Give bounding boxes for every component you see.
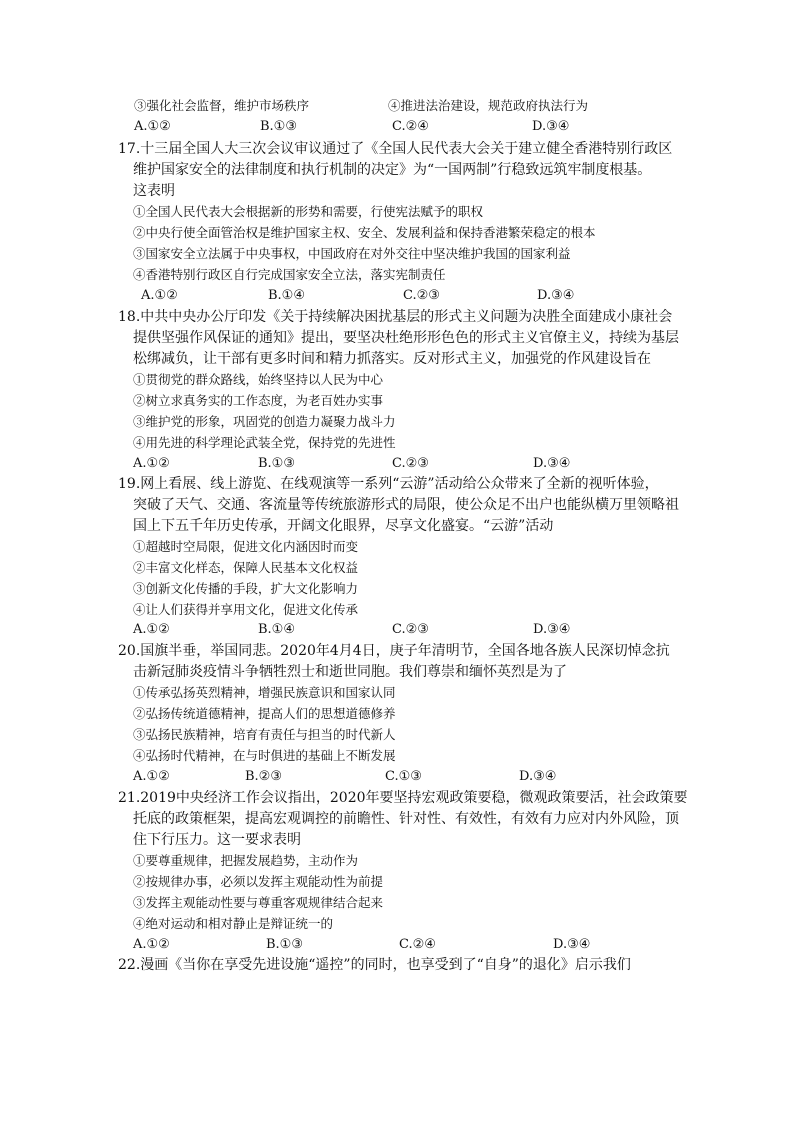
q19-options <box>133 620 653 640</box>
prev-options <box>134 117 654 137</box>
q17-stem-line-1: 17.十三届全国人大三次会议审议通过了《全国人民代表大会关于建立健全香港特别行政区 <box>118 141 673 157</box>
q21-item-4: ④绝对运动和相对静止是辩证统一的 <box>133 916 334 931</box>
q19-stem-line-3: 国上下五千年历史传承，开阔文化眼界，尽享文化盛宴。“云游”活动 <box>133 518 554 534</box>
q20-item-2: ②弘扬传统道德精神，提高人们的思想道德修养 <box>133 706 396 721</box>
q17-item-1: ①全国人民代表大会根据新的形势和需要，行使宪法赋予的职权 <box>133 204 484 219</box>
q19-stem-line-1: 19.网上看展、线上游览、在线观演等一系列“云游”活动给公众带来了全新的视听体验， <box>118 476 659 492</box>
option-d[interactable]: D.③④ <box>553 937 591 952</box>
prev-item-3: ③强化社会监督，维护市场秩序 <box>134 98 310 113</box>
q21-item-2: ②按规律办事，必须以发挥主观能动性为前提 <box>133 874 384 889</box>
q20-stem-line-1: 20.国旗半垂，举国同悲。2020年4月4日，庚子年清明节，全国各地各族人民深切悼念抗 <box>118 643 670 659</box>
option-d[interactable]: D.③④ <box>532 119 570 134</box>
q20-item-4: ④弘扬时代精神，在与时俱进的基础上不断发展 <box>133 748 396 763</box>
option-c[interactable]: C.②④ <box>399 937 436 952</box>
option-c[interactable]: C.②③ <box>392 456 429 471</box>
q18-options <box>133 454 653 474</box>
q20-item-1: ①传承弘扬英烈精神，增强民族意识和国家认同 <box>133 685 396 700</box>
q18-item-3: ③维护党的形象，巩固党的创造力凝聚力战斗力 <box>133 414 396 429</box>
option-b[interactable]: B.①④ <box>268 288 305 303</box>
option-d[interactable]: D.③④ <box>533 456 571 471</box>
option-b[interactable]: B.②③ <box>245 769 282 784</box>
q18-stem-line-1: 18.中共中央办公厅印发《关于持续解决困扰基层的形式主义问题为决胜全面建成小康社会 <box>118 309 673 325</box>
q18-item-2: ②树立求真务实的工作态度，为老百姓办实事 <box>133 393 384 408</box>
q17-item-4: ④香港特别行政区自行完成国家安全立法，落实宪制责任 <box>133 267 446 282</box>
option-b[interactable]: B.①④ <box>258 622 295 637</box>
option-d[interactable]: D.③④ <box>519 769 557 784</box>
q21-stem-line-1: 21.2019中央经济工作会议指出，2020年要坚持宏观政策要稳，微观政策要活，社会政策要 <box>118 790 688 806</box>
q19-item-4: ④让人们获得并享用文化，促进文化传承 <box>133 602 359 617</box>
option-a[interactable]: A.①② <box>141 288 178 303</box>
option-b[interactable]: B.①③ <box>266 937 303 952</box>
option-b[interactable]: B.①③ <box>260 119 297 134</box>
option-c[interactable]: C.②③ <box>392 622 429 637</box>
q17-item-2: ②中央行使全面管治权是维护国家主权、安全、发展利益和保持香港繁荣稳定的根本 <box>133 225 596 240</box>
option-a[interactable]: A.①② <box>133 622 170 637</box>
q19-item-3: ③创新文化传播的手段，扩大文化影响力 <box>133 581 359 596</box>
option-a[interactable]: A.①② <box>133 769 170 784</box>
q20-options <box>133 767 653 787</box>
option-b[interactable]: B.①③ <box>258 456 295 471</box>
q20-item-3: ③弘扬民族精神，培育有责任与担当的时代新人 <box>133 727 396 742</box>
option-a[interactable]: A.①② <box>133 456 170 471</box>
q21-item-3: ③发挥主观能动性要与尊重客观规律结合起来 <box>133 895 384 910</box>
q18-item-1: ①贯彻党的群众路线，始终坚持以人民为中心 <box>133 372 384 387</box>
q19-item-1: ①超越时空局限，促进文化内涵因时而变 <box>133 539 359 554</box>
q22-stem-line-1: 22.漫画《当你在享受先进设施“遥控”的同时，也享受到了“自身”的退化》启示我们 <box>118 957 631 973</box>
q19-item-2: ②丰富文化样态，保障人民基本文化权益 <box>133 560 359 575</box>
option-d[interactable]: D.③④ <box>537 288 575 303</box>
option-c[interactable]: C.②③ <box>403 288 440 303</box>
q21-stem-line-3: 住下行压力。这一要求表明 <box>133 832 301 848</box>
q20-stem-line-2: 击新冠肺炎疫情斗争牺牲烈士和逝世同胞。我们尊崇和缅怀英烈是为了 <box>133 664 567 680</box>
option-c[interactable]: C.①③ <box>385 769 422 784</box>
q19-stem-line-2: 突破了天气、交通、客流量等传统旅游形式的局限，使公众足不出户也能纵横万里领略祖 <box>133 497 679 513</box>
option-a[interactable]: A.①② <box>134 119 171 134</box>
q17-options <box>141 286 661 306</box>
option-c[interactable]: C.②④ <box>392 119 429 134</box>
q18-item-4: ④用先进的科学理论武装全党，保持党的先进性 <box>133 435 396 450</box>
q18-stem-line-3: 松绑减负，让干部有更多时间和精力抓落实。反对形式主义，加强党的作风建设旨在 <box>133 351 651 367</box>
option-d[interactable]: D.③④ <box>533 622 571 637</box>
q17-item-3: ③国家安全立法属于中央事权，中国政府在对外交往中坚决维护我国的国家利益 <box>133 246 571 261</box>
prev-item-4: ④推进法治建设，规范政府执法行为 <box>388 98 589 113</box>
q21-stem-line-2: 托底的政策框架，提高宏观调控的前瞻性、针对性、有效性，有效有力应对内外风险，顶 <box>133 811 679 827</box>
q21-options <box>133 935 653 955</box>
q17-stem-line-3: 这表明 <box>133 183 175 199</box>
q18-stem-line-2: 提供坚强作风保证的通知》提出，要坚决杜绝形形色色的形式主义官僚主义，持续为基层 <box>133 330 679 346</box>
option-a[interactable]: A.①② <box>133 937 170 952</box>
q21-item-1: ①要尊重规律，把握发展趋势，主动作为 <box>133 853 359 868</box>
q17-stem-line-2: 维护国家安全的法律制度和执行机制的决定》为“一国两制”行稳致远筑牢制度根基。 <box>133 162 652 178</box>
